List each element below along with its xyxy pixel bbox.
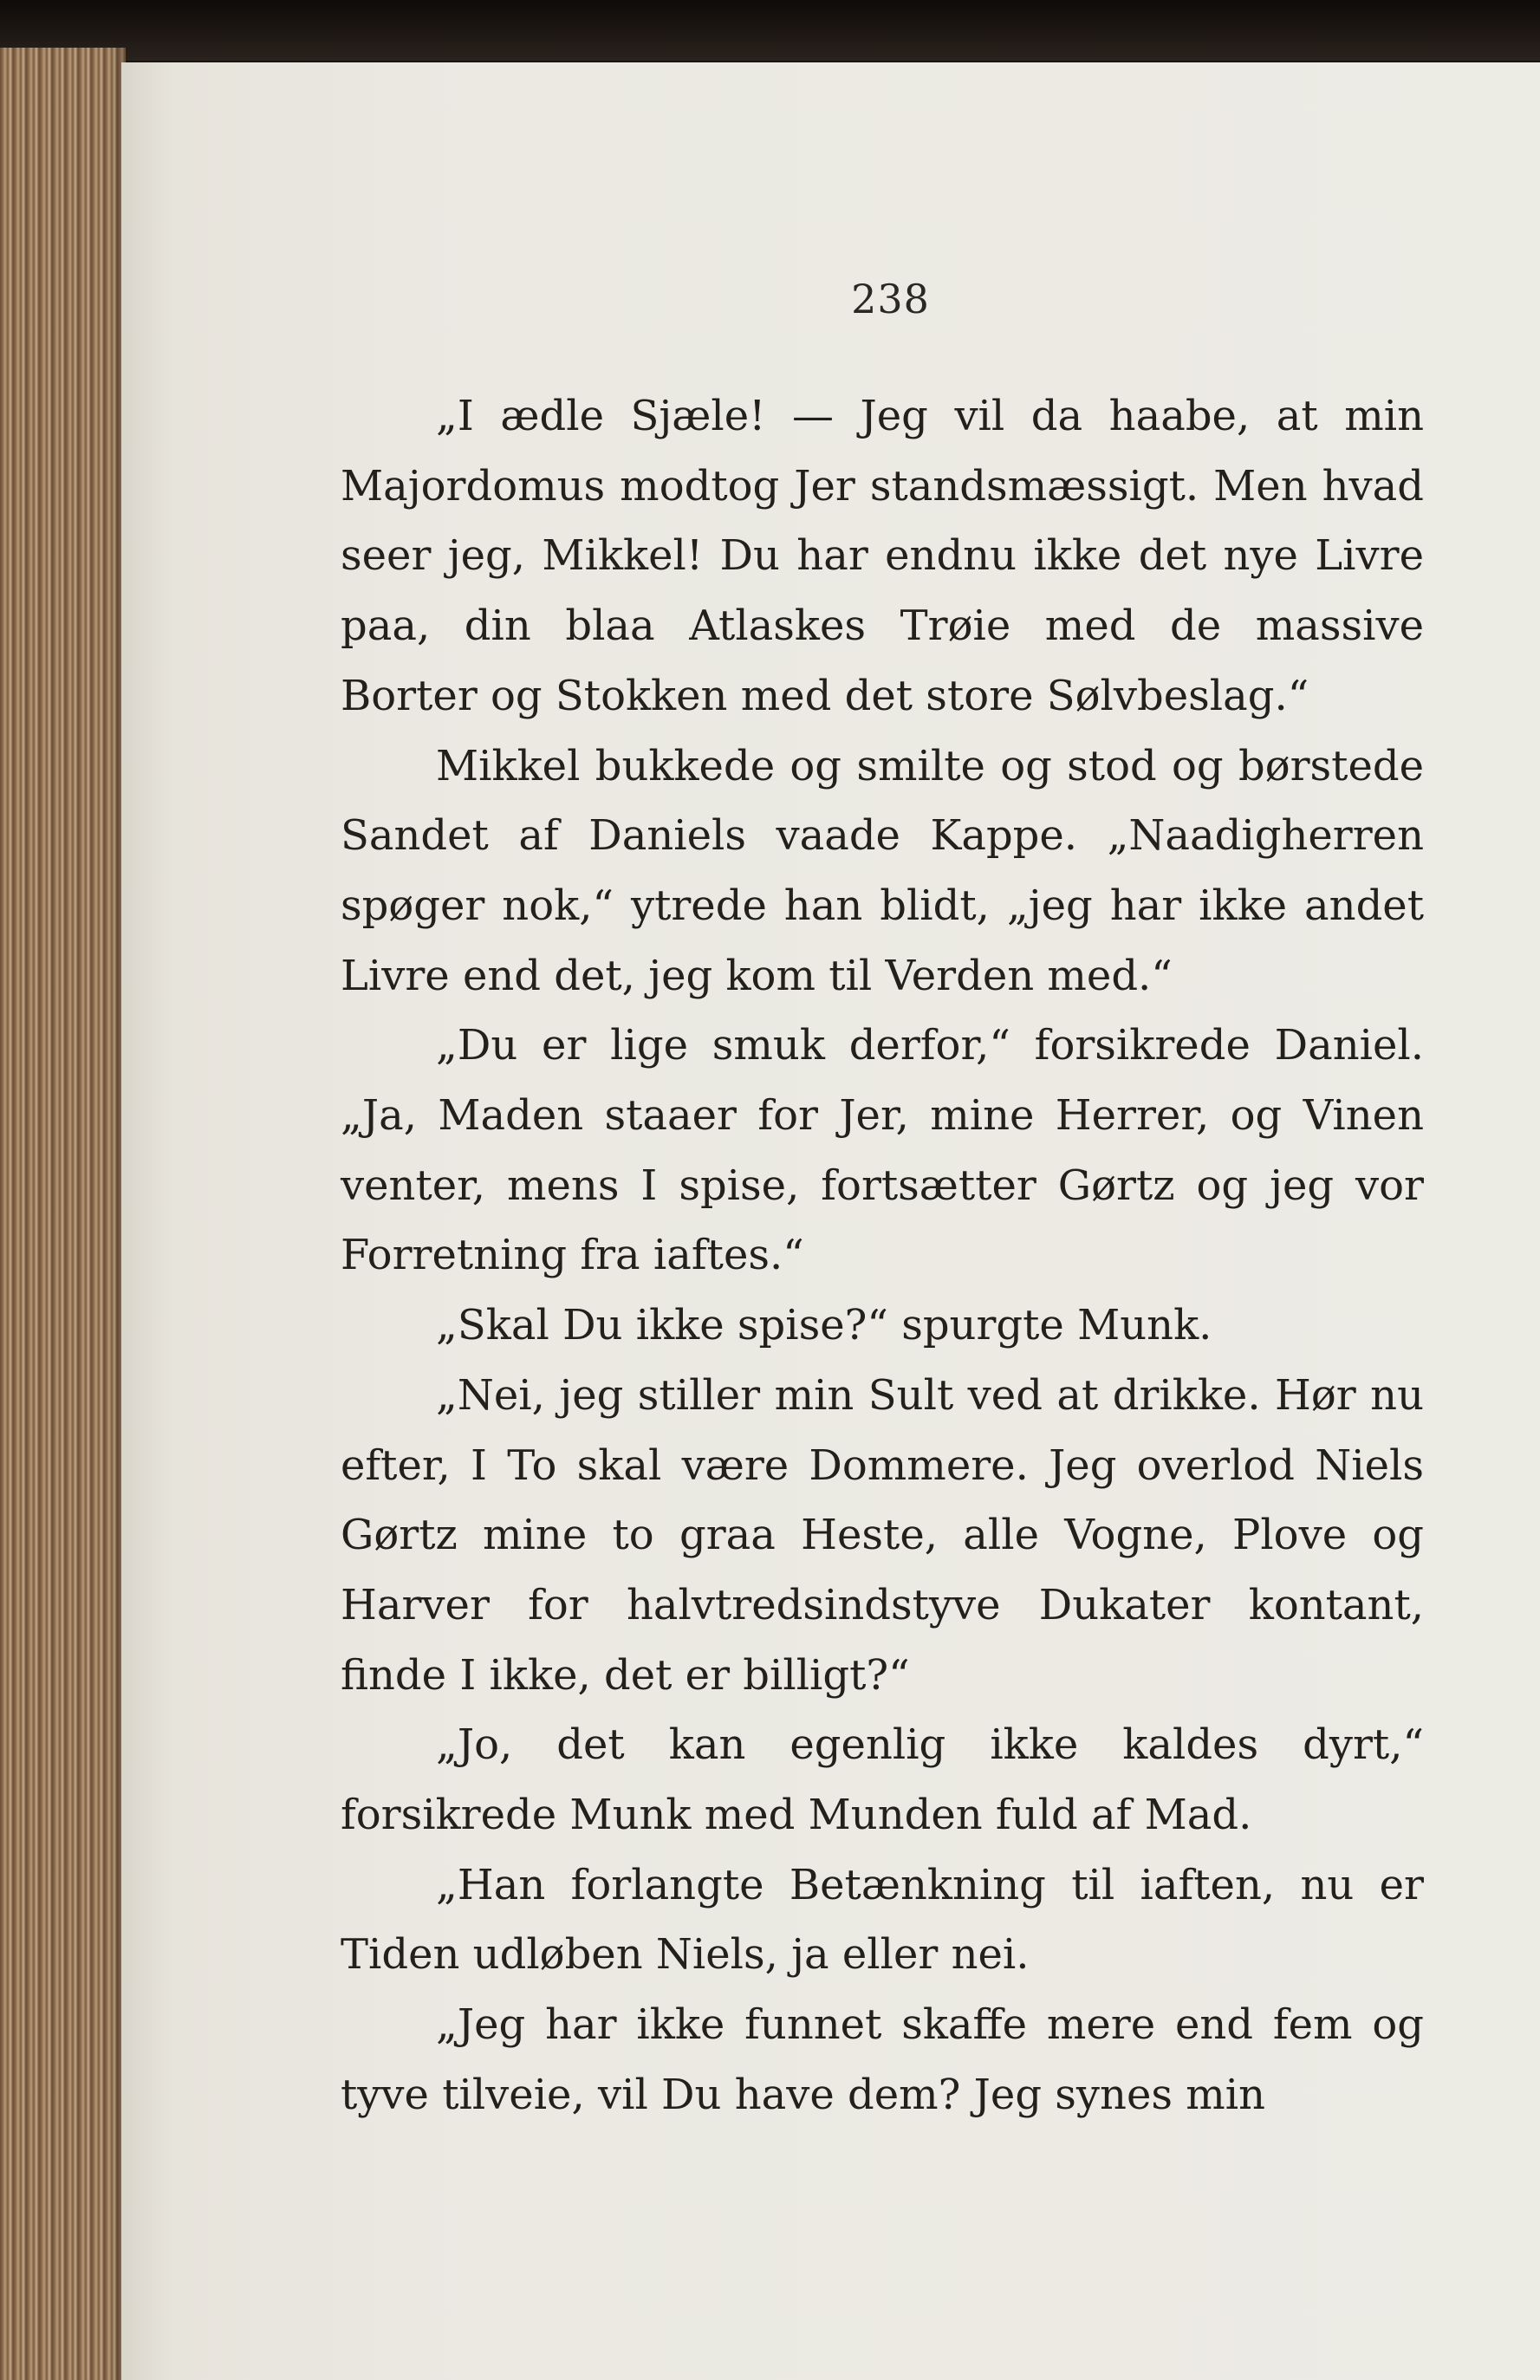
scan-top-border: [0, 0, 1540, 61]
paragraph: „Nei, jeg stiller min Sult ved at drikke. Hør nu efter, I To skal være Dommere. Jeg overlod Niels Gørtz mine to graa Heste, alle Vogne, Plove og Harver for halvtredsindstyve Dukater kontant, finde I ikke, det er billigt?“: [341, 1370, 1424, 1700]
paragraph: „Jo, det kan egenlig ikke kaldes dyrt,“ forsikrede Munk med Munden fuld af Mad.: [341, 1720, 1424, 1840]
paragraph: „Skal Du ikke spise?“ spurgte Munk.: [436, 1301, 1212, 1350]
paragraph: „I ædle Sjæle! — Jeg vil da haabe, at min Majordomus modtog Jer standsmæssigt. Men hvad seer jeg, Mikkel! Du har endnu ikke det nye Livre paa, din blaa Atlaskes Trøie med de massive Borter og Stokken med det store Sølvbeslag.“: [341, 392, 1424, 720]
paragraph: Mikkel bukkede og smilte og stod og børstede Sandet af Daniels vaade Kappe. „Naadigherren spøger nok,“ ytrede han blidt, „jeg har ikke andet Livre end det, jeg kom til Verden med.“: [341, 741, 1424, 1000]
book-page-edges: [0, 48, 126, 2380]
paragraph: „Jeg har ikke funnet skaffe mere end fem og tyve tilveie, vil Du have dem? Jeg synes min: [341, 2000, 1424, 2119]
paragraph: „Du er lige smuk derfor,“ forsikrede Daniel. „Ja, Maden staaer for Jer, mine Herrer, og Vinen venter, mens I spise, fortsætter Gørtz og jeg vor Forretning fra iaftes.“: [341, 1021, 1424, 1280]
paragraph: „Han forlangte Betænkning til iaften, nu er Tiden udløben Niels, ja eller nei.: [341, 1860, 1424, 1980]
page-number: 238: [851, 276, 930, 322]
body-text: [341, 381, 1424, 2130]
